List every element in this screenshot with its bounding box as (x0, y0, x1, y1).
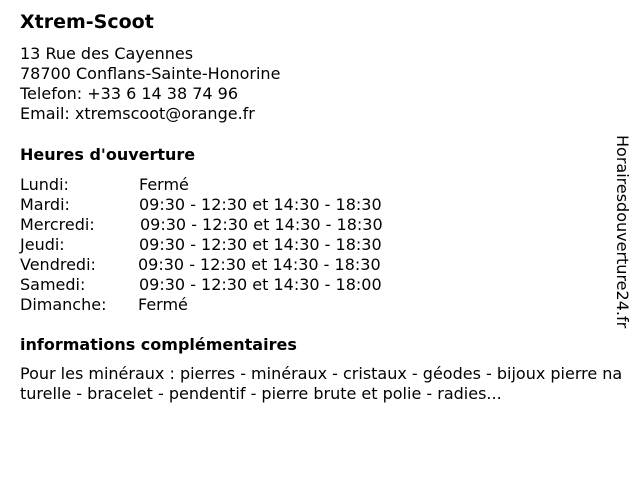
address-block (20, 44, 280, 124)
additional-info-heading: informations complémentaires (20, 335, 297, 354)
day-label: Lundi: (20, 175, 69, 194)
street-address: 13 Rue des Cayennes (20, 44, 194, 63)
time-value: Fermé (138, 295, 188, 314)
day-label: Mardi: (20, 195, 70, 214)
opening-hours-table (20, 175, 440, 315)
hours-row-saturday (20, 275, 440, 295)
day-label: Samedi: (20, 275, 86, 294)
hours-row-sunday (20, 295, 440, 315)
day-label: Jeudi: (20, 235, 65, 254)
additional-info-text: Pour les minéraux : pierres - minéraux - cristaux - géodes - bijoux pierre naturelle - bracelet - pendentif - pierre brute et polie - radies... (20, 364, 623, 403)
hours-row-monday (20, 175, 440, 195)
phone-number: Telefon: +33 6 14 38 74 96 (20, 84, 239, 103)
hours-heading: Heures d'ouverture (20, 145, 196, 164)
hours-row-wednesday (20, 215, 440, 235)
time-value: 09:30 - 12:30 et 14:30 - 18:30 (138, 255, 381, 274)
day-label: Mercredi: (20, 215, 95, 234)
site-watermark: Horairesdouverture24.fr (613, 135, 632, 329)
day-label: Dimanche: (20, 295, 107, 314)
time-value: 09:30 - 12:30 et 14:30 - 18:30 (139, 195, 382, 214)
time-value: 09:30 - 12:30 et 14:30 - 18:00 (139, 275, 382, 294)
day-label: Vendredi: (20, 255, 96, 274)
city-address: 78700 Conflans-Sainte-Honorine (20, 64, 281, 83)
business-name: Xtrem-Scoot (20, 11, 154, 33)
time-value: 09:30 - 12:30 et 14:30 - 18:30 (139, 235, 382, 254)
email-address: Email: xtremscoot@orange.fr (20, 104, 255, 123)
hours-row-tuesday (20, 195, 440, 215)
time-value: Fermé (139, 175, 189, 194)
time-value: 09:30 - 12:30 et 14:30 - 18:30 (140, 215, 383, 234)
hours-row-thursday (20, 235, 440, 255)
hours-row-friday (20, 255, 440, 275)
